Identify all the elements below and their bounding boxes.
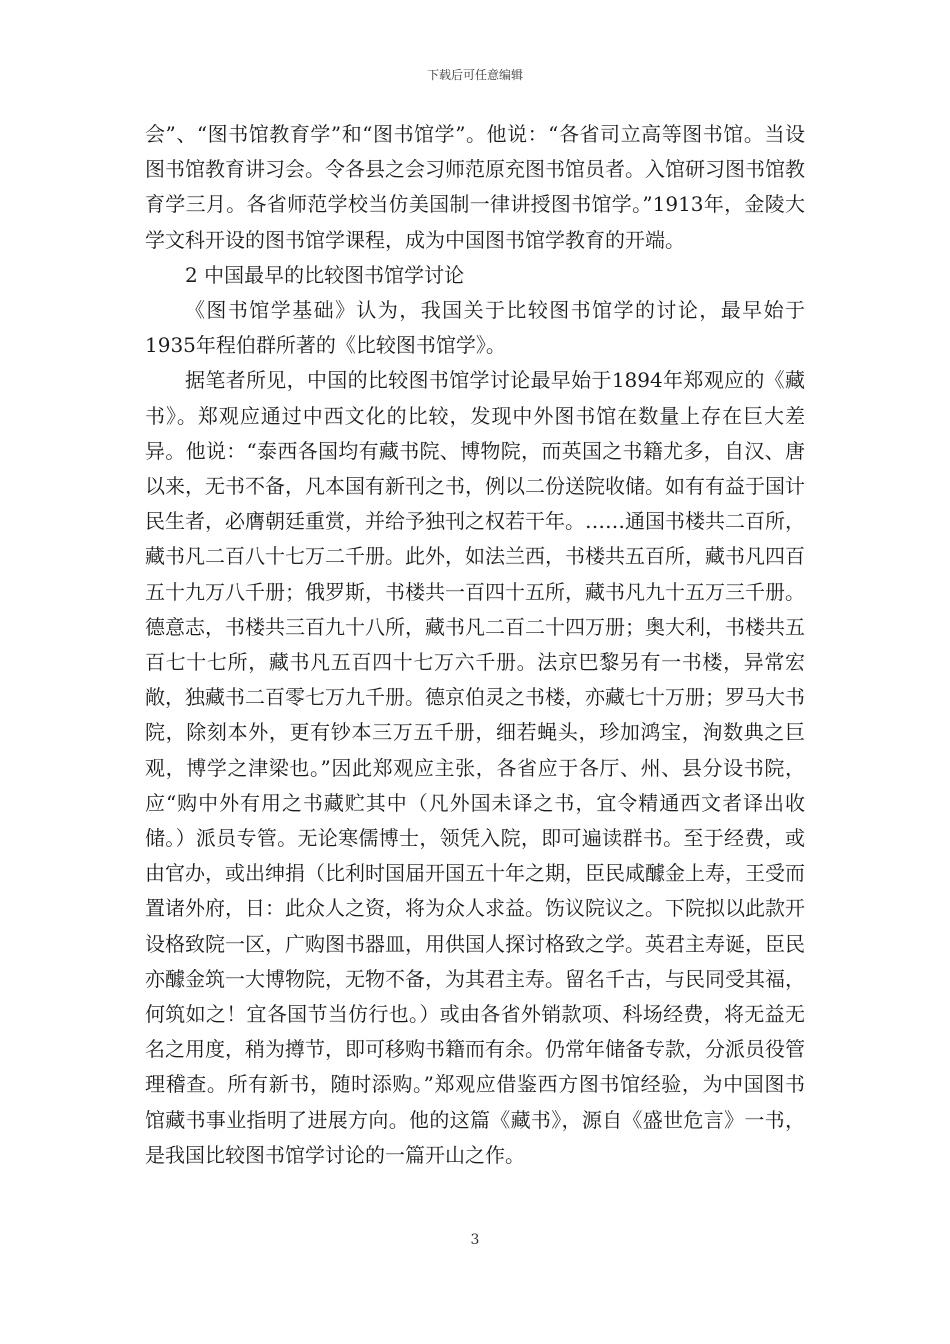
section-heading: 2 中国最早的比较图书馆学讨论 — [185, 262, 465, 287]
document-body — [145, 117, 805, 1173]
paragraph: 据笔者所见，中国的比较图书馆学讨论最早始于1894年郑观应的《藏书》。郑观应通过中西文化的比较，发现中外图书馆在数量上存在巨大差异。他说：“泰西各国均有藏书院、博物院，而英国之书籍尤多，自汉、唐以来，无书不备，凡本国有新刊之书，例以二份送院收储。如有有益于国计民生者，必膺朝廷重赏，并给予独刊之权若干年。……通国书楼共二百所，藏书凡二百八十七万二千册。此外，如法兰西，书楼共五百所，藏书凡四百五十九万八千册；俄罗斯，书楼共一百四十五所，藏书凡九十五万三千册。德意志，书楼共三百九十八所，藏书凡二百二十四万册；奥大利，书楼共五百七十七所，藏书凡五百四十七万六千册。法京巴黎另有一书楼，异常宏敞，独藏书二百零七万九千册。德京伯灵之书楼，亦藏七十万册；罗马大书院，除刻本外，更有钞本三万五千册，细若蝇头，珍加鸿宝，洵数典之巨观，博学之津梁也。”因此郑观应主张，各省应于各厅、州、县分设书院，应“购中外有用之书藏贮其中（凡外国未译之书，宜令精通西文者译出收储。）派员专管。无论寒儒博士，领凭入院，即可遍读群书。至于经费，或由官办，或出绅捐（比利时国届开国五十年之期，臣民咸醵金上寿，王受而置诸外府，日：此众人之资，将为众人求益。饬议院议之。下院拟以此款开设格致院一区，广购图书器皿，用供国人探讨格致之学。英君主寿诞，臣民亦醵金筑一大博物院，无物不备，为其君主寿。留名千古，与民同受其福，何筑如之！宜各国节当仿行也。）或由各省外销款项、科场经费，将无益无名之用度，稍为撙节，即可移购书籍而有余。仍常年储备专款，分派员役管理稽查。所有新书，随时添购。”郑观应借鉴西方图书馆经验，为中国图书馆藏书事业指明了进展方向。他的这篇《藏书》，源自《盛世危言》一书，是我国比较图书馆学讨论的一篇开山之作。 — [145, 368, 805, 1167]
paragraph: 《图书馆学基础》认为，我国关于比较图书馆学的讨论，最早始于1935年程伯群所著的《比较图书馆学》。 — [145, 298, 805, 358]
paragraph-continued: 会”、“图书馆教育学”和“图书馆学”。他说：“各省司立高等图书馆。当设图书馆教育讲习会。令各县之会习师范原充图书馆员者。入馆研习图书馆教育学三月。各省师范学校当仿美国制一律讲授图书馆学。”1913年，金陵大学文科开设的图书馆学课程，成为中国图书馆学教育的开端。 — [145, 122, 805, 252]
page-number: 3 — [470, 1232, 480, 1248]
page-header: 下载后可任意编辑 — [426, 68, 523, 82]
